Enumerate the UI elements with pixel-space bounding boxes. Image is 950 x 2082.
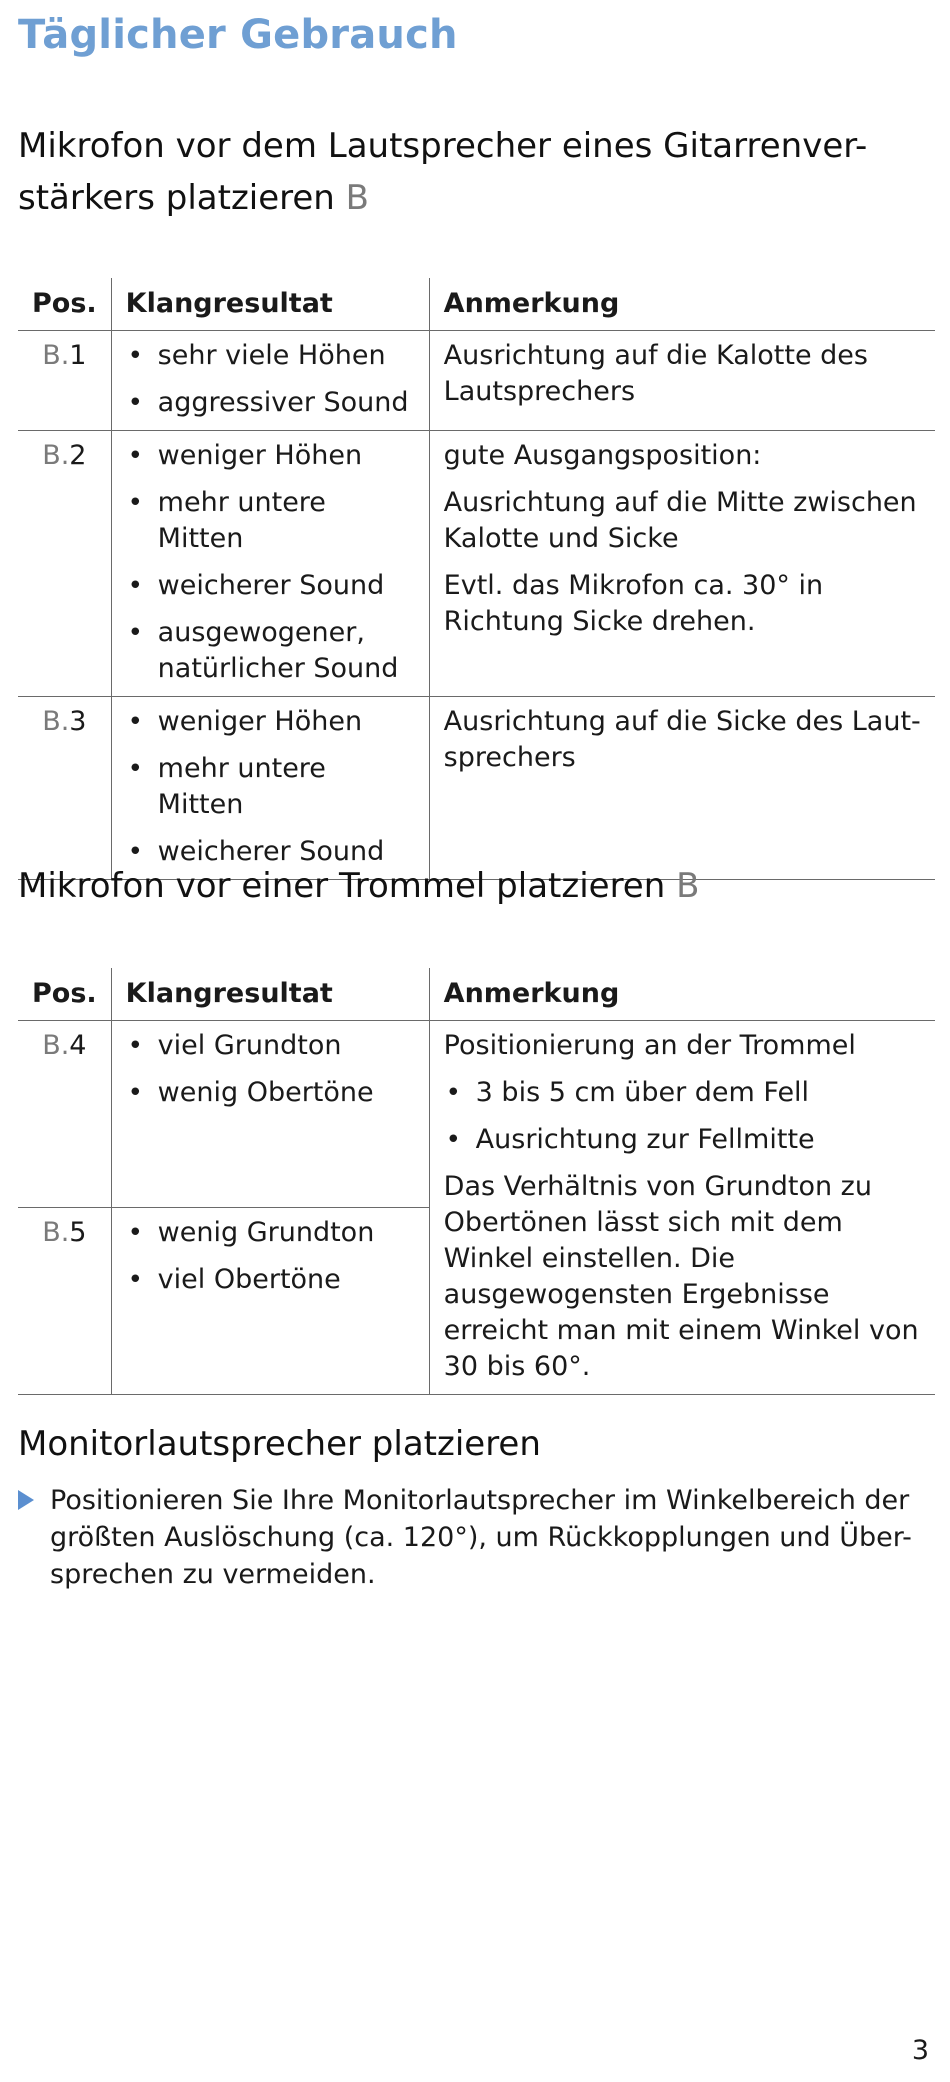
table-header-row bbox=[18, 968, 935, 1021]
note-bullet-list bbox=[444, 1075, 921, 1158]
header-klangresultat: Klangresultat bbox=[111, 278, 429, 331]
pos-cell bbox=[18, 697, 111, 880]
note-cell bbox=[429, 697, 935, 880]
pos-prefix: B. bbox=[42, 440, 70, 471]
pos-cell bbox=[18, 1021, 111, 1208]
pos-number: 1 bbox=[69, 340, 87, 371]
list-item: • viel Grundton bbox=[126, 1028, 415, 1064]
section-monitor-title: Monitorlautsprecher platzieren bbox=[18, 1424, 541, 1464]
section-drum-title bbox=[18, 860, 918, 912]
header-klangresultat: Klangresultat bbox=[111, 968, 429, 1021]
section-title-line-2: stärkers platzieren bbox=[18, 178, 335, 218]
table-row bbox=[18, 697, 935, 880]
note-text: Evtl. das Mikrofon ca. 30° in Richtung Sicke drehen. bbox=[443, 570, 824, 637]
chapter-title: Täglicher Gebrauch bbox=[18, 12, 458, 58]
page-number: 3 bbox=[911, 2035, 929, 2066]
table-row bbox=[18, 1021, 935, 1208]
pos-cell bbox=[18, 431, 111, 697]
list-item: • wenig Grundton bbox=[126, 1215, 415, 1251]
pos-prefix: B. bbox=[42, 1217, 70, 1248]
pos-prefix: B. bbox=[42, 1030, 70, 1061]
note-cell bbox=[429, 331, 935, 431]
table-header-row bbox=[18, 278, 935, 331]
klang-cell bbox=[111, 697, 429, 880]
list-item: • mehr untere Mitten bbox=[126, 751, 415, 823]
header-pos: Pos. bbox=[18, 278, 111, 331]
list-item: • wenig Obertöne bbox=[126, 1075, 415, 1111]
list-item: • Ausrichtung zur Fellmitte bbox=[444, 1122, 921, 1158]
guitar-amp-table bbox=[18, 278, 935, 880]
arrow-right-icon bbox=[18, 1490, 34, 1510]
section-guitar-amp-title bbox=[18, 120, 918, 224]
list-item: • sehr viele Höhen bbox=[126, 338, 415, 374]
header-anmerkung: Anmerkung bbox=[429, 968, 935, 1021]
note-cell bbox=[429, 1021, 935, 1395]
manual-page bbox=[18, 0, 935, 2082]
list-item: • weniger Höhen bbox=[126, 704, 415, 740]
pos-number: 3 bbox=[69, 706, 87, 737]
pos-cell bbox=[18, 1208, 111, 1395]
drum-table bbox=[18, 968, 935, 1395]
note-text: Positionierung an der Trommel bbox=[443, 1030, 856, 1061]
list-item: • weniger Höhen bbox=[126, 438, 415, 474]
note-cell bbox=[429, 431, 935, 697]
list-item: • mehr untere Mitten bbox=[126, 485, 415, 557]
klang-cell bbox=[111, 1208, 429, 1395]
list-item: • weicherer Sound bbox=[126, 568, 415, 604]
list-item: • 3 bis 5 cm über dem Fell bbox=[444, 1075, 921, 1111]
pos-cell bbox=[18, 331, 111, 431]
figure-reference: B bbox=[345, 178, 369, 218]
table-row bbox=[18, 431, 935, 697]
header-anmerkung: Anmerkung bbox=[429, 278, 935, 331]
list-item: • weicherer Sound bbox=[126, 834, 415, 870]
note-text: Das Verhältnis von Grundton zu Obertönen lässt sich mit dem Winkel einstellen. Die ausgewogensten Ergebnisse erreicht man mit einem Winkel von 30 bis 60°. bbox=[443, 1171, 919, 1382]
figure-reference: B bbox=[676, 866, 700, 906]
section-title-line-1: Mikrofon vor dem Lautsprecher eines Gitarrenver- bbox=[18, 126, 868, 166]
note-text: gute Ausgangsposition: bbox=[443, 440, 762, 471]
pos-number: 4 bbox=[69, 1030, 87, 1061]
note-text: Ausrichtung auf die Mitte zwischen Kalotte und Sicke bbox=[443, 487, 917, 554]
section-title-text: Mikrofon vor einer Trommel platzieren bbox=[18, 866, 666, 906]
note-text: Ausrichtung auf die Sicke des Laut-sprechers bbox=[443, 706, 921, 773]
list-item: • viel Obertöne bbox=[126, 1262, 415, 1298]
klang-cell bbox=[111, 431, 429, 697]
instruction-step bbox=[18, 1482, 918, 1593]
klang-cell bbox=[111, 1021, 429, 1208]
list-item: • ausgewogener, natürlicher Sound bbox=[126, 615, 415, 687]
header-pos: Pos. bbox=[18, 968, 111, 1021]
pos-prefix: B. bbox=[42, 706, 70, 737]
pos-number: 5 bbox=[69, 1217, 87, 1248]
note-text: Ausrichtung auf die Kalotte des Lautsprechers bbox=[443, 340, 868, 407]
instruction-text: Positionieren Sie Ihre Monitorlautsprecher im Winkelbereich der größten Auslöschung (ca. 120°), um Rückkopplungen und Über-sprechen zu vermeiden. bbox=[50, 1485, 912, 1590]
list-item: • aggressiver Sound bbox=[126, 385, 415, 421]
table-row bbox=[18, 331, 935, 431]
pos-prefix: B. bbox=[42, 340, 70, 371]
klang-cell bbox=[111, 331, 429, 431]
pos-number: 2 bbox=[69, 440, 87, 471]
